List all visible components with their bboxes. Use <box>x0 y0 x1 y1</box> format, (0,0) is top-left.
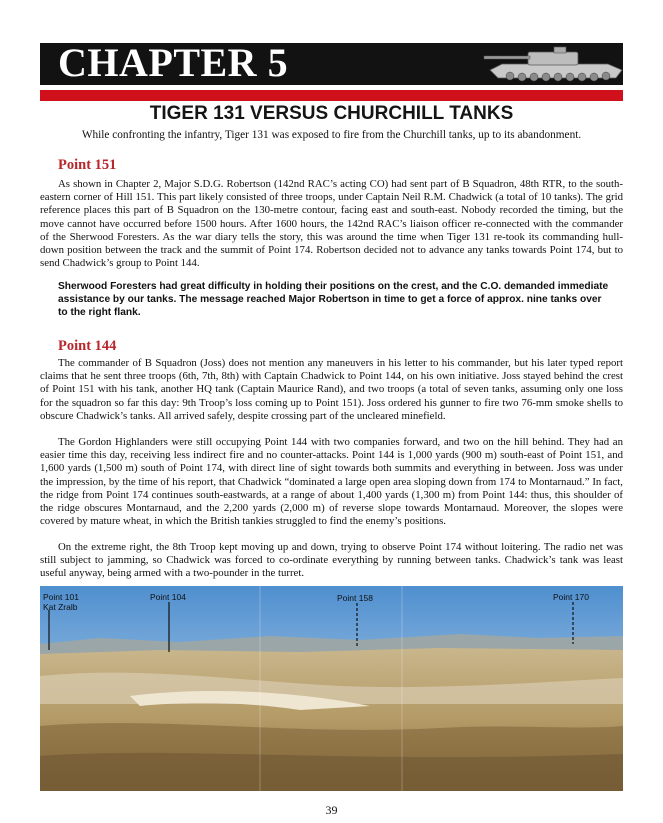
paragraph-text: The commander of B Squadron (Joss) does not mention any maneuvers in his letter to his commander, but his later typed report claims that he sent three troops (6th, 7th, 8th) with Captain Chadwick to Point 144, on his own initiative. Joss stayed behind the crest of Point 151 with his tank, another HQ tank (Captain Maurice Rand), and two troops (a total of seven tanks, assuming only one loss for the squadron so far this day: 9th Troop’s loss coming up to Point 151). Joss ordered his gunner to fire two 76-mm smoke shells to obscure Chadwick’s tanks. All arrived safely, despite crossing part of the uncleared minefield. <box>40 357 623 422</box>
photo-label-point-104: Point 104 <box>150 592 186 602</box>
paragraph-text: On the extreme right, the 8th Troop kept moving up and down, trying to observe Point 174 without loitering. The radio net was still subject to jamming, so Chadwick was forced to co-ordinate everything by running between tanks. Chadwick’s tank was least useful anyway, being armed with a two-pounder in the turret. <box>40 541 623 580</box>
red-divider <box>40 90 623 101</box>
paragraph-text: The Gordon Highlanders were still occupying Point 144 with two companies forward, and two on the hill behind. They had an easier time this day, receiving less indirect fire and no counter-attacks. Point 144 is 1,000 yards (900 m) south-east of Point 151, and 1,600 yards (1,500 m) south of Point 174, with direct line of sight towards both summits and everything in between. Joss was under the impression, by the time of his report, that Chadwick “dominated a large open area sloping down from 174 to Montarnaud.” In fact, the ridge from Point 174 continues south-eastwards, at a range of about 1,400 yards (1,300 m) from Point 144: thus, this shoulder of the ridge obscures Montarnaud, and the 2,200 yards (2,000 m) of reverse slope towards Montarnaud. Moreover, the slopes were covered by mature wheat, in which the British tankies struggled to find the enemy’s positions. <box>40 436 623 528</box>
heading-point-151: Point 151 <box>58 157 117 173</box>
heading-point-144: Point 144 <box>58 338 117 354</box>
chapter-title: CHAPTER 5 <box>58 40 289 85</box>
paragraph-point-144-b <box>40 436 623 528</box>
page-number: 39 <box>325 803 338 817</box>
paragraph-point-144-a <box>40 357 623 423</box>
intro-text: While confronting the infantry, Tiger 131 was exposed to fire from the Churchill tanks, up to its abandonment. <box>81 129 582 141</box>
paragraph-text: As shown in Chapter 2, Major S.D.G. Robertson (142nd RAC’s acting CO) had sent part of B Squadron, 48th RTR, to the south-eastern corner of Hill 151. This part likely consisted of three troops, under Captain Neil R.M. Chadwick (a total of 10 tanks). The grid reference places this part of B Squadron on the 130-metre contour, facing east and south-east. Nobody recorded the timing, but the move cannot have occurred before 1500 hours. After 1600 hours, the 142nd RAC’s liaison officer re-connected with the commander of the Sherwood Foresters. As the war diary tells the story, this was around the time when Tiger 131 re-took its commanding hull-down position between the track and the summit of Point 174. Robertson decided not to advance any tanks towards Point 174, but to send Chadwick’s group to Point 144. <box>40 178 623 270</box>
photo-label-point-170: Point 170 <box>553 592 589 602</box>
paragraph-point-144-c <box>40 541 623 581</box>
photo-label-point-158: Point 158 <box>337 593 373 603</box>
photo-label-kat-zralb: Kat Zralb <box>43 602 78 612</box>
paragraph-point-151 <box>40 178 623 270</box>
tiger-tank-icon <box>480 42 630 86</box>
panorama-photo <box>40 586 623 791</box>
page-title: TIGER 131 VERSUS CHURCHILL TANKS <box>149 103 514 124</box>
war-diary-quote: Sherwood Foresters had great difficulty in holding their positions on the crest, and the C.O. demanded immediate assistance by our tanks. The message reached Major Robertson in time to get a force of approx. nine tanks over to the right flank. <box>58 281 609 318</box>
photo-label-point-101: Point 101 <box>43 592 79 602</box>
